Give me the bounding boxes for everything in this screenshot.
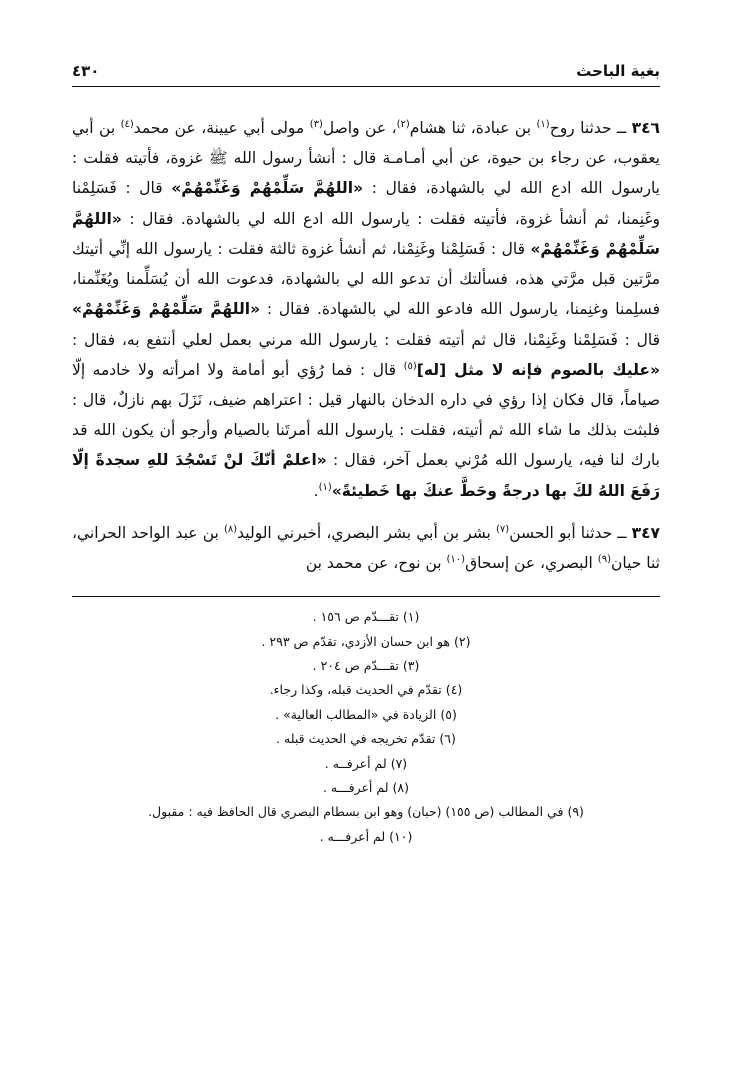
footnote-text: الزيادة في «المطالب العالية» . [275, 706, 437, 722]
book-title: بغية الباحث [576, 62, 660, 80]
footnote-text: تقـــدّم ص ٢٠٤ . [312, 658, 399, 674]
footnote-ref: (٥) [403, 360, 417, 372]
footnote-text: لم أعرفـــه . [322, 779, 389, 795]
footnote-item [72, 630, 660, 654]
hadith-number: ٣٤٧ [631, 523, 660, 542]
footnote-text: تقدّم تخريجه في الحديث قبله . [276, 731, 436, 747]
text-run: قال : فَسَلِمْنا وغَنِمنا، ثم أنشأ غزوة، فأتيته فقلت : يارسول الله ادع الله لي بالشهادة. فقال : [72, 179, 660, 228]
footnote-marker: (٧) [390, 755, 408, 771]
text-run: بن أبي يعقوب، عن رجاء بن حيوة، عن أبي أمـامـة قال : أنشأ رسول الله ﷺ غزوة، فأتيته فقلت : يارسول الله ادع الله لي بالشهادة، فقال : [72, 119, 660, 198]
footnote-text: لم أعرفـــه . [319, 828, 386, 844]
footnote-item [72, 678, 660, 702]
page-body [72, 113, 660, 578]
footnote-marker: (١) [402, 609, 420, 625]
hadith-paragraph-347 [72, 518, 660, 578]
text-run: . [313, 481, 319, 500]
prophetic-saying: «اعلمْ أنّكَ لنْ تَسْجُدَ للهِ سجدةً إلّا رَفَعَ اللهُ لكَ بها درجةً وحَطَّ عنكَ بها خَطيئةً» [72, 451, 660, 500]
footnote-ref: (١) [536, 118, 550, 130]
prophetic-saying: «اللهُمَّ سَلِّمْهُمْ وَغَنِّمْهُمْ» [72, 209, 660, 258]
text-run: البصري، عن إسحاق [465, 554, 598, 573]
footnote-text: تقـــدّم ص ١٥٦ . [312, 609, 399, 625]
footnote-ref: (١) [318, 481, 332, 493]
footnote-item [72, 654, 660, 678]
prophetic-saying: «اللهُمَّ سَلِّمْهُمْ وَغَنِّمْهُمْ» [72, 300, 261, 319]
footnote-text: لم أعرفــه . [324, 755, 387, 771]
footnotes-list [72, 605, 660, 849]
footnote-marker: (١٠) [389, 828, 413, 844]
prophetic-saying: «اللهُمَّ سَلِّمْهُمْ وَغَنِّمْهُمْ» [171, 179, 364, 198]
text-run: قال : فما رُؤي أبو أمامة ولا امرأته ولا خادمه إلّا صياماً، قال فكان إذا رؤي في داره الدخان بالنهار قيل : اعتراهم ضيف، نَزَلَ بهم نازلٌ، قال : فلبثت بذلك ما شاء الله ثم أتيته، فقلت : يارسول الله أمرتَنا بالصيام وأرجو أن يكون الله قد بارك لنا فيه، يارسول الله مُرْني بعمل آخر، فقال : [72, 360, 660, 470]
text-run: قال : فَسَلِمْنا وغَنِمْنا، قال ثم أتيته فقلت : يارسول الله مرني بعمل لعلي أنتفع به، فقال : [72, 330, 660, 349]
footnote-item [72, 776, 660, 800]
footnote-item [72, 752, 660, 776]
footnote-marker: (٩) [567, 804, 584, 820]
footnote-ref: (٣) [309, 118, 323, 130]
text-run: ــ حدثنا روح [549, 119, 632, 137]
hadith-number: ٣٤٦ [631, 119, 660, 137]
text-run: قال : فَسَلِمْنا وغَنِمْنا، ثم أنشأ غزوة ثالثة فقلت : يارسول الله إنِّي أتيتك مرَّتين قبل مرَّتي هذه، فسألتك أن تدعو الله لي بالشهادة، فدعوت الله أن يُسَلِّمنا ويُغَنِّمنا، فسلِمنا وغنِمنا، يارسول الله فادعو الله لي بالشهادة. فقال : [72, 239, 660, 319]
page-header [72, 62, 660, 87]
hadith-paragraph-346 [72, 113, 660, 506]
footnote-ref: (١٠) [446, 553, 466, 565]
text-run: ــ حدثنا أبو الحسن [509, 523, 632, 542]
footnote-item [72, 825, 660, 849]
footnote-ref: (٢) [396, 118, 410, 130]
text-run: بن نوح، عن محمد بن [305, 554, 447, 573]
footnote-item [72, 800, 660, 824]
text-run: ، عن واصل [322, 119, 397, 137]
footnote-item [72, 727, 660, 751]
footnote-item [72, 703, 660, 727]
footnote-marker: (٨) [392, 779, 410, 795]
text-run: بشر بن أبي بشر البصري، أخبرني الوليد [237, 523, 497, 542]
footnote-text: تقدّم في الحديث قبله، وكذا رجاء. [269, 682, 442, 698]
footnote-item [72, 605, 660, 629]
footnote-separator [72, 596, 660, 597]
text-run: بن عبد الواحد الحراني، ثنا حيان [72, 523, 660, 573]
text-run: مولى أبي عيينة، عن محمد [133, 119, 310, 137]
prophetic-saying: «عليك بالصوم فإنه لا مثل [له] [416, 360, 661, 379]
footnote-text: في المطالب (ص ١٥٥) (حبان) وهو ابن بسطام البصري قال الحافظ فيه : مقبول. [148, 804, 564, 820]
footnote-ref: (٩) [597, 553, 611, 565]
text-run: بن عبادة، ثنا هشام [409, 119, 537, 137]
footnote-text: هو ابن حسان الأزدي، تقدّم ص ٢٩٣ . [261, 633, 451, 649]
footnote-marker: (٢) [454, 633, 471, 649]
footnote-marker: (٦) [439, 731, 456, 747]
footnote-marker: (٤) [445, 682, 463, 698]
footnote-marker: (٣) [402, 658, 420, 674]
footnote-ref: (٨) [223, 523, 238, 535]
footnote-marker: (٥) [440, 706, 457, 722]
footnote-ref: (٧) [496, 523, 510, 535]
page-number: ٤٣٠ [72, 62, 100, 80]
footnote-ref: (٤) [120, 118, 134, 130]
